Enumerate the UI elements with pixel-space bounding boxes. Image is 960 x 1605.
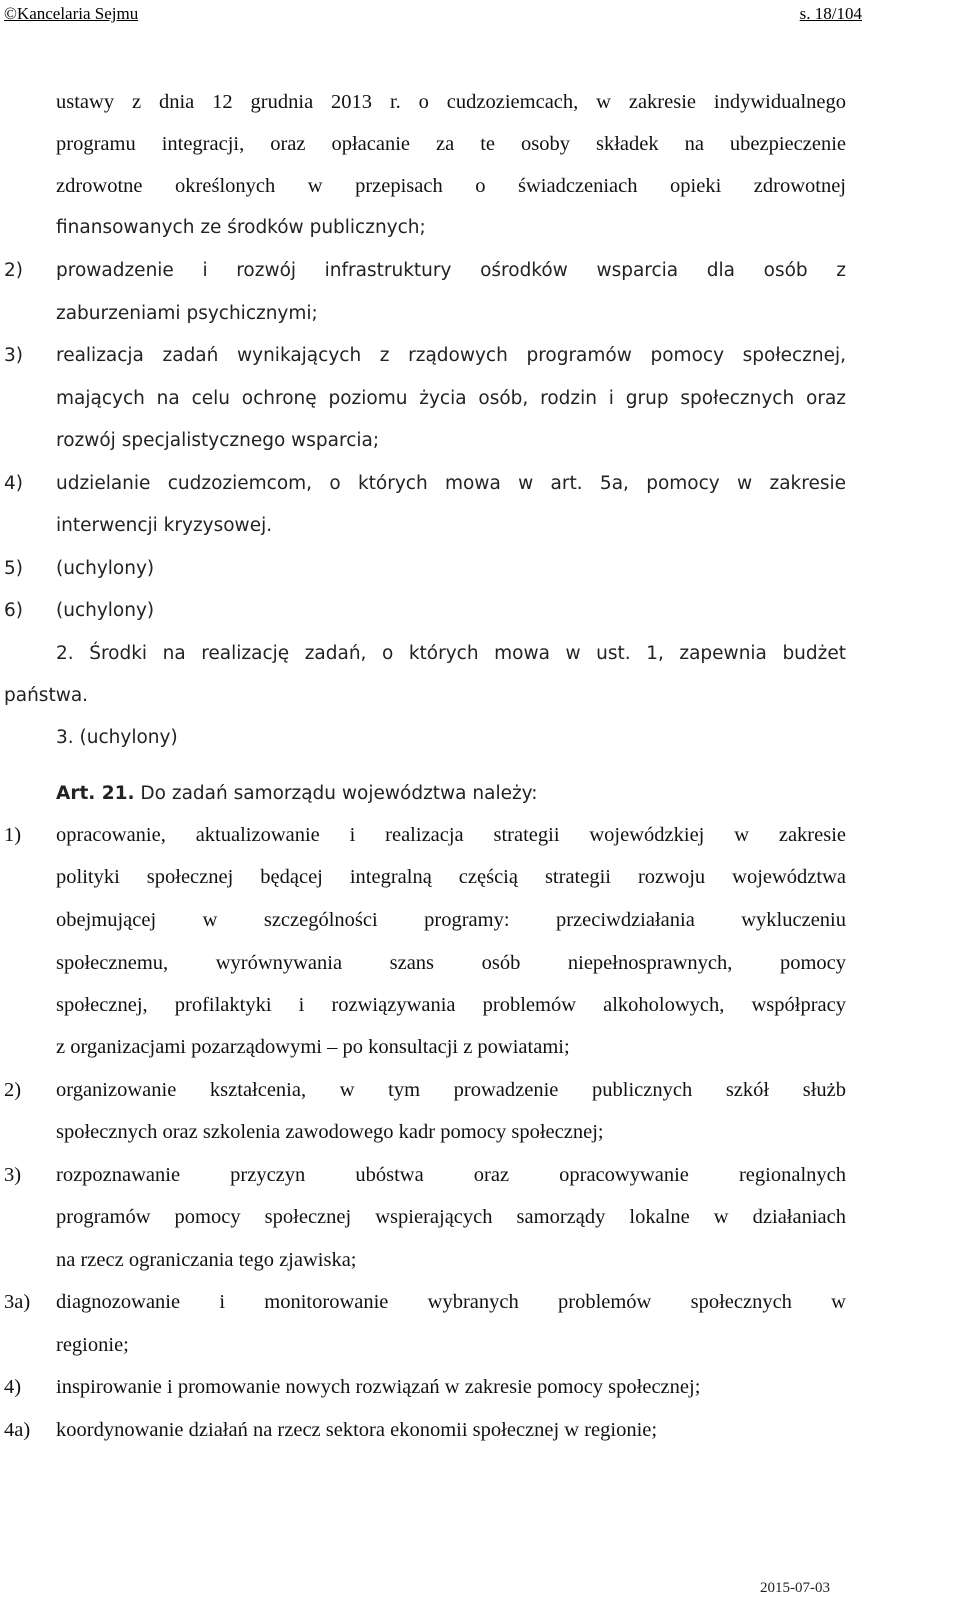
paragraph-ust-2-cont: państwa. [4,685,89,706]
text-line: ustawy z dnia 12 grudnia 2013 r. o cudzoziemcach, w zakresie indywidualnego [56,91,846,113]
list-item-line: opracowanie, aktualizowanie i realizacja strategii wojewódzkiej w zakresie [56,824,846,846]
list-item-line: interwencji kryzysowej. [56,515,273,536]
list-item-line: koordynowanie działań na rzecz sektora ekonomii społecznej w regionie; [56,1419,658,1441]
header-page-number: s. 18/104 [799,4,862,23]
text-line: zdrowotne określonych w przepisach o świadczeniach opieki zdrowotnej [56,175,846,197]
list-item-line: inspirowanie i promowanie nowych rozwiązań w zakresie pomocy społecznej; [56,1376,701,1398]
list-item-line: rozwój specjalistycznego wsparcia; [56,430,380,451]
list-number: 6) [4,600,23,621]
text-line: finansowanych ze środków publicznych; [56,217,426,238]
list-number: 4) [4,473,23,494]
list-number: 3a) [4,1291,31,1313]
list-item-line: organizowanie kształcenia, w tym prowadzenie publicznych szkół służb [56,1079,846,1101]
list-number: 3) [4,1164,22,1186]
list-item-line: programów pomocy społecznej wspierających samorządy lokalne w działaniach [56,1206,846,1228]
list-item-line: z organizacjami pozarządowymi – po konsultacji z powiatami; [56,1036,570,1058]
list-number: 4) [4,1376,22,1398]
list-item-line: prowadzenie i rozwój infrastruktury ośrodków wsparcia dla osób z [56,260,846,281]
list-item-line: (uchylony) [56,600,155,621]
paragraph-ust-2: 2. Środki na realizację zadań, o których mowa w ust. 1, zapewnia budżet [56,643,846,664]
list-item-line: realizacja zadań wynikających z rządowych programów pomocy społecznej, [56,345,846,366]
text-line: programu integracji, oraz opłacanie za te osoby składek na ubezpieczenie [56,133,846,155]
list-item-line: regionie; [56,1334,129,1356]
list-item-line: społecznej, profilaktyki i rozwiązywania problemów alkoholowych, współpracy [56,994,846,1016]
list-item-line: obejmującej w szczególności programy: przeciwdziałania wykluczeniu [56,909,846,931]
article-label: Art. 21. [56,783,135,804]
list-item-line: diagnozowanie i monitorowanie wybranych problemów społecznych w [56,1291,846,1313]
article-heading [56,780,846,808]
list-item-line: na rzecz ograniczania tego zjawiska; [56,1249,357,1271]
list-item-line: zaburzeniami psychicznymi; [56,303,318,324]
list-item-line: społecznych oraz szkolenia zawodowego kadr pomocy społecznej; [56,1121,604,1143]
list-number: 1) [4,824,22,846]
list-item-line: polityki społecznej będącej integralną częścią strategii rozwoju województwa [56,866,846,888]
list-number: 2) [4,260,23,281]
list-item-line: (uchylony) [56,558,155,579]
list-item-line: rozpoznawanie przyczyn ubóstwa oraz opracowywanie regionalnych [56,1164,846,1186]
list-item-line: udzielanie cudzoziemcom, o których mowa w art. 5a, pomocy w zakresie [56,473,846,494]
list-number: 5) [4,558,23,579]
list-item-line: społecznemu, wyrównywania szans osób niepełnosprawnych, pomocy [56,952,846,974]
header-copyright: ©Kancelaria Sejmu [4,4,139,23]
list-item-line: mających na celu ochronę poziomu życia osób, rodzin i grup społecznych oraz [56,388,846,409]
list-number: 4a) [4,1419,31,1441]
list-number: 3) [4,345,23,366]
list-number: 2) [4,1079,22,1101]
footer-date: 2015-07-03 [760,1580,830,1596]
article-intro: Do zadań samorządu województwa należy: [134,783,538,804]
paragraph-ust-3: 3. (uchylony) [56,727,178,748]
